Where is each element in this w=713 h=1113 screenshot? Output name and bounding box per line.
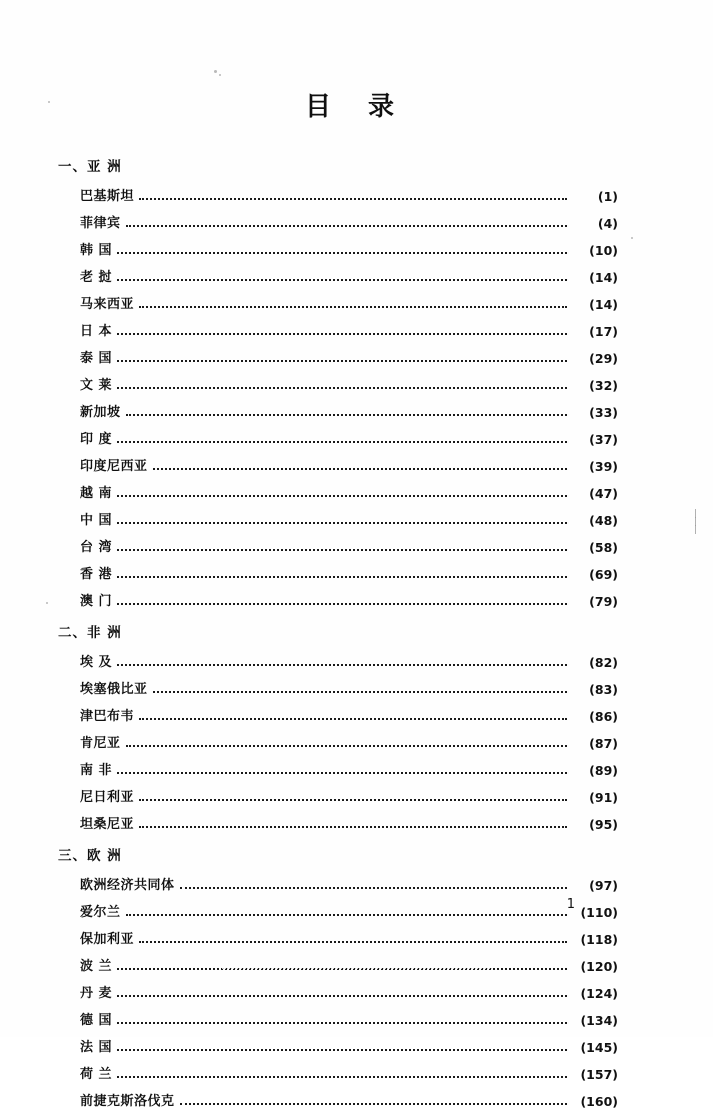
- toc-entry[interactable]: [80, 870, 618, 895]
- toc-entry[interactable]: [80, 235, 618, 260]
- toc-entry-label: 老 挝: [80, 270, 113, 285]
- toc-entry-page: (120): [580, 959, 618, 974]
- toc-entry[interactable]: [80, 701, 618, 726]
- scan-edge-mark: | | |: [694, 509, 698, 535]
- toc-entry-label: 荷 兰: [80, 1067, 113, 1082]
- toc-section: [58, 613, 618, 834]
- toc-entry-label: 印度尼西亚: [80, 459, 148, 474]
- toc-entry-page: (29): [589, 351, 618, 366]
- toc-entry[interactable]: [80, 1059, 618, 1084]
- dot-leader: [117, 575, 567, 578]
- toc-entry-page: (14): [589, 297, 618, 312]
- toc-entry-label: 菲律宾: [80, 216, 121, 231]
- dot-leader: [117, 994, 567, 997]
- dot-leader: [126, 913, 567, 916]
- toc-section: [58, 836, 618, 1111]
- dot-leader: [117, 602, 567, 605]
- toc-entry[interactable]: [80, 647, 618, 672]
- toc-entry-page: (4): [597, 216, 618, 231]
- toc-entry[interactable]: [80, 208, 618, 233]
- footer-rule: [222, 968, 492, 969]
- dot-leader: [126, 224, 567, 227]
- toc-entry-label: 埃塞俄比亚: [80, 682, 148, 697]
- toc-entry-page: (97): [589, 878, 618, 893]
- toc-entry-label: 香 港: [80, 567, 113, 582]
- toc-entry-page: (87): [589, 736, 618, 751]
- toc-entry-page: (48): [589, 513, 618, 528]
- toc-entry-page: (58): [589, 540, 618, 555]
- toc-entry-page: (32): [589, 378, 618, 393]
- toc-entry-label: 津巴布韦: [80, 709, 135, 724]
- toc-entry-page: (95): [589, 817, 618, 832]
- dot-leader: [117, 548, 567, 551]
- dot-leader: [117, 1075, 567, 1078]
- toc-entry-label: 坦桑尼亚: [80, 817, 135, 832]
- toc-entry-page: (14): [589, 270, 618, 285]
- toc-entry[interactable]: [80, 289, 618, 314]
- dot-leader: [139, 305, 567, 308]
- toc-entry-page: (89): [589, 763, 618, 778]
- page-folio: 1: [566, 897, 575, 912]
- toc-entry-label: 前捷克斯洛伐克: [80, 1094, 175, 1109]
- toc-entry[interactable]: [80, 728, 618, 753]
- toc-section: [58, 155, 618, 611]
- toc-entry-page: (82): [589, 655, 618, 670]
- dot-leader: [117, 494, 567, 497]
- toc-entry-label: 印 度: [80, 432, 113, 447]
- scan-speck: [46, 602, 48, 604]
- scan-speck: [219, 74, 221, 76]
- toc-entry-page: (110): [580, 905, 618, 920]
- toc-entry-page: (17): [589, 324, 618, 339]
- toc-entry-label: 保加利亚: [80, 932, 135, 947]
- toc-section-heading: 三、欧 洲: [58, 848, 122, 864]
- toc-entry-page: (134): [580, 1013, 618, 1028]
- toc-entry-page: (91): [589, 790, 618, 805]
- toc-entry-label: 马来西亚: [80, 297, 135, 312]
- table-of-contents: [58, 155, 618, 1113]
- toc-entry-label: 波 兰: [80, 959, 113, 974]
- toc-entry-label: 台 湾: [80, 540, 113, 555]
- toc-entry-label: 巴基斯坦: [80, 189, 135, 204]
- toc-entry-label: 澳 门: [80, 594, 113, 609]
- dot-leader: [117, 440, 567, 443]
- toc-entry-page: (83): [589, 682, 618, 697]
- toc-entry-label: 埃 及: [80, 655, 113, 670]
- toc-entry-page: (69): [589, 567, 618, 582]
- toc-entry-page: (37): [589, 432, 618, 447]
- toc-entry-page: (124): [580, 986, 618, 1001]
- dot-leader: [180, 1102, 567, 1105]
- toc-entry-page: (33): [589, 405, 618, 420]
- toc-entry-page: (10): [589, 243, 618, 258]
- toc-entry[interactable]: [80, 897, 618, 922]
- toc-entry[interactable]: [80, 262, 618, 287]
- dot-leader: [117, 1021, 567, 1024]
- toc-entry[interactable]: [80, 505, 618, 530]
- dot-leader: [139, 825, 567, 828]
- dot-leader: [117, 359, 567, 362]
- toc-entry[interactable]: [80, 951, 618, 976]
- scan-speck: [631, 237, 633, 239]
- toc-entry[interactable]: [80, 532, 618, 557]
- toc-entry-page: (157): [580, 1067, 618, 1082]
- scan-speck: [214, 70, 217, 73]
- dot-leader: [153, 467, 567, 470]
- toc-entry[interactable]: [80, 755, 618, 780]
- dot-leader: [117, 278, 567, 281]
- toc-entry-page: (86): [589, 709, 618, 724]
- dot-leader: [117, 663, 567, 666]
- dot-leader: [117, 771, 567, 774]
- dot-leader: [139, 717, 567, 720]
- toc-entry-page: (1): [597, 189, 618, 204]
- toc-entry-label: 尼日利亚: [80, 790, 135, 805]
- toc-entry-page: (39): [589, 459, 618, 474]
- toc-entry-label: 越 南: [80, 486, 113, 501]
- dot-leader: [126, 413, 567, 416]
- toc-entry[interactable]: [80, 586, 618, 611]
- toc-entry-label: 日 本: [80, 324, 113, 339]
- toc-entry[interactable]: [80, 181, 618, 206]
- toc-entry[interactable]: [80, 924, 618, 949]
- toc-entry[interactable]: [80, 370, 618, 395]
- toc-entry[interactable]: [80, 559, 618, 584]
- toc-entry-label: 文 莱: [80, 378, 113, 393]
- toc-entry-label: 泰 国: [80, 351, 113, 366]
- toc-entry[interactable]: [80, 809, 618, 834]
- toc-entry[interactable]: [80, 451, 618, 476]
- toc-entry-page: (160): [580, 1094, 618, 1109]
- dot-leader: [139, 197, 567, 200]
- toc-entry-label: 韩 国: [80, 243, 113, 258]
- toc-entry-label: 中 国: [80, 513, 113, 528]
- toc-entry[interactable]: [80, 316, 618, 341]
- toc-entry-page: (145): [580, 1040, 618, 1055]
- page-title: 目 录: [304, 92, 409, 122]
- toc-entry[interactable]: [80, 978, 618, 1003]
- toc-entry-page: (79): [589, 594, 618, 609]
- toc-entry[interactable]: [80, 397, 618, 422]
- dot-leader: [139, 940, 567, 943]
- toc-entry[interactable]: [80, 1005, 618, 1030]
- dot-leader: [117, 251, 567, 254]
- toc-entry[interactable]: [80, 424, 618, 449]
- toc-entry[interactable]: [80, 674, 618, 699]
- toc-section-heading: 一、亚 洲: [58, 159, 122, 175]
- toc-entry-label: 德 国: [80, 1013, 113, 1028]
- toc-entry-label: 南 非: [80, 763, 113, 778]
- toc-entry[interactable]: [80, 343, 618, 368]
- toc-entry-label: 肯尼亚: [80, 736, 121, 751]
- toc-entry-page: (118): [580, 932, 618, 947]
- dot-leader: [180, 886, 567, 889]
- dot-leader: [117, 332, 567, 335]
- dot-leader: [126, 744, 567, 747]
- toc-entry-label: 法 国: [80, 1040, 113, 1055]
- toc-entry-label: 丹 麦: [80, 986, 113, 1001]
- dot-leader: [117, 386, 567, 389]
- dot-leader: [139, 798, 567, 801]
- dot-leader: [117, 1048, 567, 1051]
- toc-section-heading: 二、非 洲: [58, 625, 122, 641]
- toc-entry-label: 爱尔兰: [80, 905, 121, 920]
- toc-entry[interactable]: [80, 1086, 618, 1111]
- toc-entry[interactable]: [80, 478, 618, 503]
- toc-entry-label: 新加坡: [80, 405, 121, 420]
- toc-entry[interactable]: [80, 1032, 618, 1057]
- toc-entry-label: 欧洲经济共同体: [80, 878, 175, 893]
- toc-entry[interactable]: [80, 782, 618, 807]
- dot-leader: [153, 690, 567, 693]
- toc-entry-page: (47): [589, 486, 618, 501]
- dot-leader: [117, 521, 567, 524]
